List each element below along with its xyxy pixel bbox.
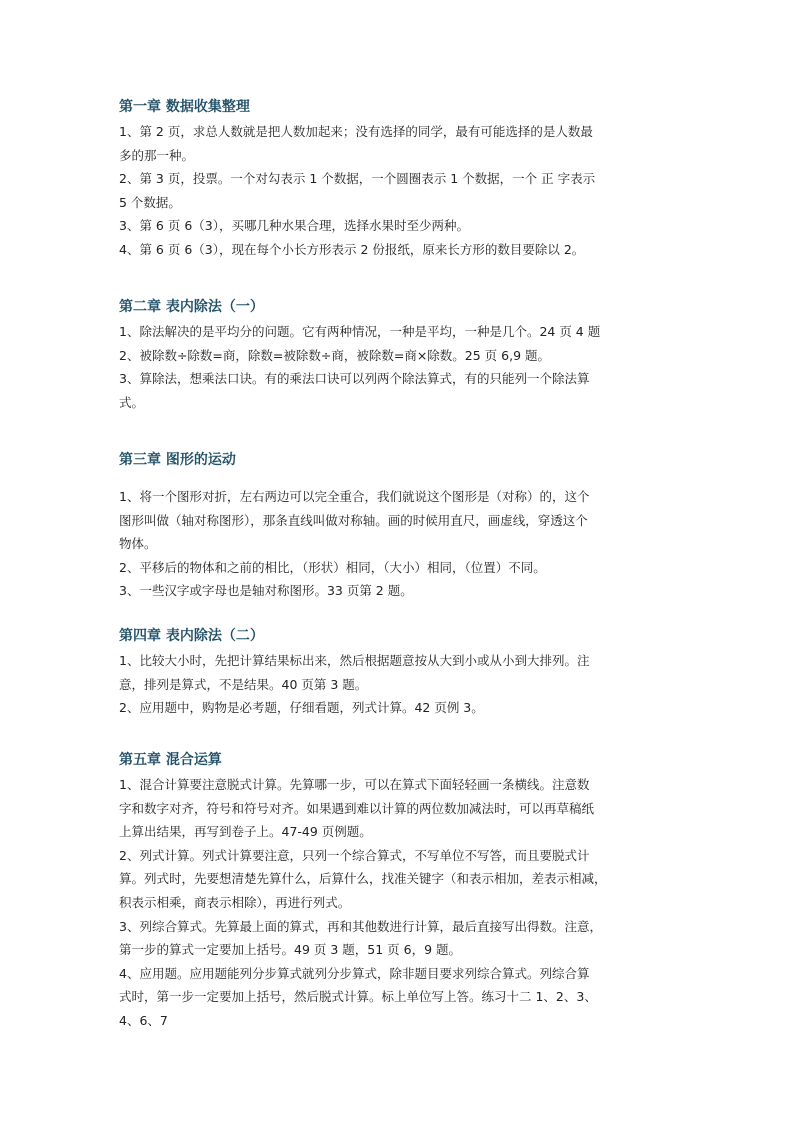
chapter-5-line: 4、应用题。应用题能列分步算式就列分步算式，除非题目要求列综合算式。列综合算	[119, 965, 590, 981]
chapter-1-line: 1、第 2 页，求总人数就是把人数加起来；没有选择的同学，最有可能选择的是人数最	[119, 124, 593, 139]
document-page	[119, 97, 679, 1033]
chapter-3-line: 图形叫做（轴对称图形），那条直线叫做对称轴。画的时候用直尺，画虚线，穿透这个	[119, 512, 588, 528]
chapter-5-line: 2、列式计算。列式计算要注意，只列一个综合算式，不写单位不写答，而且要脱式计	[119, 847, 590, 863]
chapter-2-body	[119, 320, 679, 414]
chapter-4-body	[119, 649, 679, 720]
chapter-5-line: 算。列式时，先要想清楚先算什么，后算什么，找准关键字（和表示相加，差表示相减，	[119, 871, 607, 887]
chapter-3-line: 3、一些汉字或字母也是轴对称图形。33 页第 2 题。	[119, 583, 413, 599]
chapter-3-body	[119, 485, 679, 603]
chapter-1-title: 第一章 数据收集整理	[119, 99, 250, 115]
chapter-5-line: 第一步的算式一定要加上括号。49 页 3 题，51 页 6，9 题。	[119, 942, 462, 958]
chapter-5	[119, 750, 679, 1033]
chapter-1-line: 3、第 6 页 6（3），买哪几种水果合理，选择水果时至少两种。	[119, 218, 469, 234]
chapter-5-body	[119, 773, 679, 1033]
chapter-5-line: 上算出结果，再写到卷子上。47-49 页例题。	[119, 824, 372, 840]
chapter-4-title: 第四章 表内除法（二）	[119, 628, 264, 644]
chapter-5-line: 4、6、7	[119, 1012, 168, 1028]
chapter-2-title: 第二章 表内除法（一）	[119, 299, 264, 315]
chapter-4-line: 意，排列是算式，不是结果。40 页第 3 题。	[119, 676, 368, 692]
chapter-4-line: 1、比较大小时，先把计算结果标出来，然后根据题意按从大到小或从小到大排列。注	[119, 653, 590, 668]
chapter-3-line: 2、平移后的物体和之前的相比，（形状）相同，（大小）相同，（位置）不同。	[119, 559, 546, 575]
chapter-1-line: 多的那一种。	[119, 147, 195, 163]
chapter-3	[119, 450, 679, 626]
chapter-1-line: 5 个数据。	[119, 194, 181, 210]
chapter-2-line: 式。	[119, 394, 145, 410]
chapter-1-body	[119, 120, 679, 262]
chapter-2-line: 1、除法解决的是平均分的问题。它有两种情况，一种是平均，一种是几个。24 页 4 题	[119, 324, 601, 339]
chapter-2-line: 3、算除法，想乘法口诀。有的乘法口诀可以列两个除法算式，有的只能列一个除法算	[119, 371, 590, 387]
chapter-4-line: 2、应用题中，购物是必考题，仔细看题，列式计算。42 页例 3。	[119, 700, 484, 716]
chapter-2	[119, 297, 679, 450]
chapter-5-line: 积表示相乘，商表示相除），再进行列式。	[119, 894, 351, 910]
chapter-1	[119, 97, 679, 297]
chapter-4	[119, 626, 679, 750]
chapter-5-line: 式时，第一步一定要加上括号，然后脱式计算。标上单位写上答。练习十二 1、2、3、	[119, 989, 597, 1005]
chapter-5-line: 字和数字对齐，符号和符号对齐。如果遇到难以计算的两位数加减法时，可以再草稿纸	[119, 800, 595, 816]
chapter-1-line: 2、第 3 页，投票。一个对勾表示 1 个数据，一个圆圈表示 1 个数据，一个 正 字表示	[119, 171, 596, 187]
chapter-5-title: 第五章 混合运算	[119, 752, 222, 768]
chapter-3-line: 物体。	[119, 536, 157, 552]
chapter-3-line: 1、将一个图形对折，左右两边可以完全重合，我们就说这个图形是（对称）的，这个	[119, 489, 590, 504]
chapter-5-line: 1、混合计算要注意脱式计算。先算哪一步，可以在算式下面轻轻画一条横线。注意数	[119, 777, 590, 792]
chapter-3-title: 第三章 图形的运动	[119, 452, 236, 468]
chapter-1-line: 4、第 6 页 6（3），现在每个小长方形表示 2 份报纸，原来长方形的数目要除以 2。	[119, 241, 585, 257]
chapter-5-line: 3、列综合算式。先算最上面的算式，再和其他数进行计算，最后直接写出得数。注意，	[119, 918, 602, 934]
chapter-2-line: 2、被除数÷除数=商，除数=被除数÷商，被除数=商×除数。25 页 6,9 题。	[119, 347, 551, 363]
